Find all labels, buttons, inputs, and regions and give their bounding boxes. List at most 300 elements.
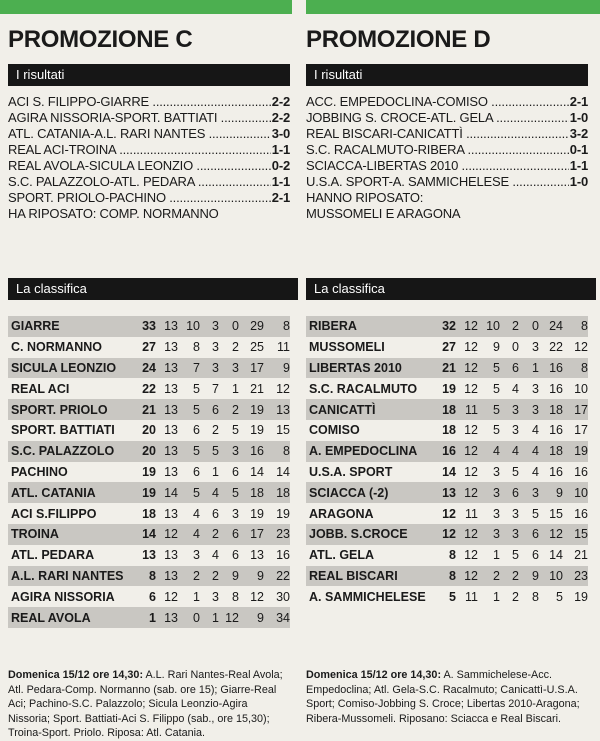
stat-cell: 12 [219, 607, 239, 628]
result-match: AGIRA NISSORIA-SPORT. BATTIATI ..... [8, 110, 271, 126]
points: 16 [430, 441, 456, 462]
points: 32 [430, 316, 456, 337]
stat-cell: 0 [178, 607, 200, 628]
team-name: S.C. PALAZZOLO [8, 441, 130, 462]
stat-cell: 1 [519, 358, 539, 379]
rest-note: MUSSOMELI E ARAGONA [306, 206, 461, 221]
stat-cell: 16 [549, 423, 563, 438]
stat-cell: 2 [478, 566, 500, 587]
stat-cell: 3 [519, 482, 539, 503]
points: 8 [130, 566, 156, 587]
stat-cell: 22 [264, 566, 290, 587]
points: 21 [430, 358, 456, 379]
stat-cell: 6 [193, 464, 200, 479]
team-name: SPORT. PRIOLO [8, 399, 130, 420]
stat-cell: 14 [549, 548, 563, 563]
stat-cell: 16 [574, 506, 588, 521]
result-score: 1-0 [569, 174, 588, 189]
stat-cell: 0 [519, 316, 539, 337]
points: 1 [130, 607, 156, 628]
result-match: JOBBING S. CROCE-ATL. GELA ..... [306, 110, 569, 126]
stat-cell: 3 [493, 506, 500, 521]
points: 22 [142, 381, 156, 396]
standings-header: La classifica [306, 278, 596, 300]
stat-cell: 3 [512, 423, 519, 438]
team-name: ATL. GELA [309, 548, 375, 563]
stat-cell: 5 [193, 381, 200, 396]
stat-cell: 18 [239, 482, 264, 503]
stat-cell: 13 [264, 399, 290, 420]
stat-cell: 3 [200, 358, 219, 379]
standings-table [306, 316, 588, 607]
points: 14 [130, 524, 156, 545]
stat-cell: 2 [232, 340, 239, 355]
stat-cell: 9 [264, 358, 290, 379]
result-row [306, 110, 588, 126]
points: 27 [442, 340, 456, 355]
standings-row [8, 482, 290, 503]
standings-row [8, 378, 290, 399]
stat-cell: 3 [519, 399, 539, 420]
standings-row [306, 316, 588, 337]
stat-cell: 9 [219, 566, 239, 587]
stat-cell: 12 [464, 464, 478, 479]
stat-cell: 15 [276, 423, 290, 438]
result-score: 0-2 [271, 158, 290, 173]
team-name: CANICATTÌ [306, 399, 430, 420]
stat-cell: 13 [156, 358, 178, 379]
standings-row [8, 316, 290, 337]
team-name: SICULA LEONZIO [8, 358, 130, 379]
next-round-fixtures: A. Sammichelese-Acc. Empedoclina; Atl. Gela-S.C. Racalmuto; Canicattì-U.S.A. Sport; Comiso-Jobbing S. Croce; Libertas 2010-Aragona; Ribera-Mussomeli. Riposano: Sciacca e Real Biscari. [306, 669, 580, 725]
stat-cell: 3 [512, 506, 519, 521]
stat-cell: 10 [478, 316, 500, 337]
stat-cell: 21 [574, 548, 588, 563]
stat-cell: 8 [264, 316, 290, 337]
stat-cell: 6 [532, 548, 539, 563]
standings-row [8, 545, 290, 566]
stat-cell: 15 [549, 506, 563, 521]
stat-cell: 16 [574, 464, 588, 479]
stat-cell: 3 [532, 381, 539, 396]
stat-cell: 11 [465, 589, 478, 604]
stat-cell: 4 [519, 441, 539, 462]
stat-cell: 12 [456, 524, 478, 545]
stat-cell: 17 [574, 423, 588, 438]
stat-cell: 6 [219, 524, 239, 545]
stat-cell: 8 [532, 589, 539, 604]
stat-cell: 3 [532, 340, 539, 355]
stat-cell: 3 [219, 358, 239, 379]
stat-cell: 1 [200, 607, 219, 628]
standings-row [8, 607, 290, 628]
stat-cell: 13 [156, 316, 178, 337]
stat-cell: 12 [456, 482, 478, 503]
points: 20 [142, 423, 156, 438]
stat-cell: 13 [164, 423, 178, 438]
team-name: ATL. PEDARA [11, 548, 95, 563]
stat-cell: 3 [212, 589, 219, 604]
stat-cell: 6 [200, 399, 219, 420]
stat-cell: 5 [493, 381, 500, 396]
stat-cell: 11 [456, 399, 478, 420]
stat-cell: 3 [478, 482, 500, 503]
result-row [8, 94, 290, 110]
stat-cell: 5 [556, 589, 563, 604]
stat-cell: 6 [212, 506, 219, 521]
standings-row [8, 462, 290, 483]
stat-cell: 24 [539, 316, 563, 337]
stat-cell: 6 [232, 548, 239, 563]
stat-cell: 13 [156, 607, 178, 628]
stat-cell: 23 [264, 524, 290, 545]
stat-cell: 5 [493, 423, 500, 438]
stat-cell: 10 [539, 566, 563, 587]
stat-cell: 23 [563, 566, 588, 587]
stat-cell: 12 [276, 381, 290, 396]
stat-cell: 14 [156, 482, 178, 503]
stat-cell: 2 [500, 566, 519, 587]
points: 27 [142, 340, 156, 355]
team-name: RIBERA [306, 316, 430, 337]
team-name: LIBERTAS 2010 [306, 358, 430, 379]
stat-cell: 12 [464, 381, 478, 396]
stat-cell: 1 [493, 589, 500, 604]
stat-cell: 5 [178, 482, 200, 503]
stat-cell: 21 [250, 381, 264, 396]
stat-cell: 2 [219, 399, 239, 420]
result-match: SPORT. PRIOLO-PACHINO ..... [8, 190, 271, 206]
standings-row [306, 545, 588, 566]
stat-cell: 16 [239, 441, 264, 462]
points: 5 [449, 589, 456, 604]
stat-cell: 5 [178, 399, 200, 420]
result-row [306, 142, 588, 158]
stat-cell: 9 [519, 566, 539, 587]
standings-row [306, 524, 588, 545]
results-list [306, 94, 588, 190]
points: 6 [149, 589, 156, 604]
standings-row [8, 358, 290, 379]
stat-cell: 2 [200, 524, 219, 545]
stat-cell: 30 [276, 589, 290, 604]
stat-cell: 3 [478, 524, 500, 545]
stat-cell: 9 [493, 340, 500, 355]
points: 24 [130, 358, 156, 379]
stat-cell: 5 [512, 464, 519, 479]
stat-cell: 9 [239, 566, 264, 587]
next-round-fixtures: A.L. Rari Nantes-Real Avola; Atl. Pedara-Comp. Normanno (sab. ore 15); Giarre-Real Aci; Pachino-S.C. Palazzolo; Sicula Leonzio-Agira Nissoria; Sport. Battiati-Aci S. Filippo (sab., ore 15,30); Troina-Sport. Priolo. Riposa: Atl. Catania. [8, 669, 283, 739]
stat-cell: 12 [456, 441, 478, 462]
stat-cell: 3 [219, 441, 239, 462]
stat-cell: 4 [512, 381, 519, 396]
points: 18 [442, 423, 456, 438]
stat-cell: 7 [178, 358, 200, 379]
points: 19 [442, 381, 456, 396]
points: 12 [430, 524, 456, 545]
stat-cell: 3 [500, 524, 519, 545]
stat-cell: 1 [212, 464, 219, 479]
stat-cell: 19 [250, 423, 264, 438]
rest-note: HA RIPOSATO: COMP. NORMANNO [8, 206, 219, 221]
stat-cell: 17 [239, 524, 264, 545]
team-name: A.L. RARI NANTES [8, 566, 130, 587]
stat-cell: 5 [512, 548, 519, 563]
stat-cell: 1 [493, 548, 500, 563]
stat-cell: 18 [539, 399, 563, 420]
next-round-note [306, 668, 588, 726]
stat-cell: 1 [193, 589, 200, 604]
result-match: ACC. EMPEDOCLINA-COMISO ..... [306, 94, 569, 110]
stat-cell: 4 [178, 524, 200, 545]
stat-cell: 13 [250, 548, 264, 563]
points: 20 [130, 441, 156, 462]
stat-cell: 2 [212, 423, 219, 438]
points: 8 [449, 548, 456, 563]
stat-cell: 5 [232, 423, 239, 438]
result-score: 1-0 [569, 110, 588, 125]
points: 19 [142, 464, 156, 479]
points: 33 [130, 316, 156, 337]
stat-cell: 16 [539, 358, 563, 379]
next-round-date: Domenica 15/12 ore 14,30: [306, 669, 442, 681]
stat-cell: 4 [478, 441, 500, 462]
standings-row [306, 586, 588, 607]
stat-cell: 5 [532, 506, 539, 521]
stat-cell: 13 [164, 506, 178, 521]
standings-row [306, 482, 588, 503]
team-name: REAL ACI [11, 381, 70, 396]
team-name: ATL. CATANIA [8, 482, 130, 503]
standings-row [306, 358, 588, 379]
stat-cell: 9 [539, 482, 563, 503]
result-score: 2-1 [271, 190, 290, 205]
stat-cell: 11 [277, 340, 290, 355]
standings-row [8, 420, 290, 441]
stat-cell: 4 [532, 423, 539, 438]
standings-row [306, 378, 588, 399]
stat-cell: 3 [212, 340, 219, 355]
stat-cell: 12 [464, 340, 478, 355]
standings-row [306, 399, 588, 420]
stat-cell: 5 [478, 358, 500, 379]
stat-cell: 13 [156, 566, 178, 587]
standings-row [306, 337, 588, 358]
promozione-c-column [8, 26, 290, 739]
stat-cell: 4 [193, 506, 200, 521]
standings-row [8, 337, 290, 358]
next-round-note [8, 668, 290, 741]
stat-cell: 12 [164, 589, 178, 604]
stat-cell: 2 [178, 566, 200, 587]
stat-cell: 17 [239, 358, 264, 379]
stat-cell: 0 [512, 340, 519, 355]
result-match: REAL AVOLA-SICULA LEONZIO ..... [8, 158, 271, 174]
result-row [8, 190, 290, 206]
stat-cell: 8 [563, 316, 588, 337]
results-header: I risultati [306, 64, 588, 86]
result-row [8, 174, 290, 190]
stat-cell: 15 [563, 524, 588, 545]
stat-cell: 2 [500, 316, 519, 337]
standings-row [8, 441, 290, 462]
stat-cell: 16 [549, 464, 563, 479]
standings-table [8, 316, 290, 628]
result-match: S.C. PALAZZOLO-ATL. PEDARA ..... [8, 174, 271, 190]
rest-note: HANNO RIPOSATO: [306, 190, 424, 205]
team-name: S.C. RACALMUTO [309, 381, 418, 396]
stat-cell: 9 [239, 607, 264, 628]
stat-cell: 29 [239, 316, 264, 337]
stat-cell: 6 [193, 423, 200, 438]
result-row [306, 126, 588, 142]
result-row [306, 158, 588, 174]
result-score: 2-2 [271, 94, 290, 109]
result-row [8, 110, 290, 126]
section-title: PROMOZIONE D [306, 26, 491, 53]
stat-cell: 12 [464, 423, 478, 438]
stat-cell: 6 [232, 464, 239, 479]
stat-cell: 14 [250, 464, 264, 479]
stat-cell: 8 [563, 358, 588, 379]
points: 8 [430, 566, 456, 587]
standings-row [306, 441, 588, 462]
stat-cell: 7 [212, 381, 219, 396]
team-name: TROINA [8, 524, 130, 545]
result-score: 3-2 [569, 126, 588, 141]
stat-cell: 6 [519, 524, 539, 545]
result-match: ACI S. FILIPPO-GIARRE ..... [8, 94, 271, 110]
stat-cell: 8 [264, 441, 290, 462]
result-score: 1-1 [271, 174, 290, 189]
team-name: PACHINO [11, 464, 68, 479]
stat-cell: 8 [232, 589, 239, 604]
stat-cell: 10 [574, 381, 588, 396]
result-match: S.C. RACALMUTO-RIBERA ..... [306, 142, 569, 158]
team-name: ARAGONA [309, 506, 374, 521]
stat-cell: 11 [465, 506, 478, 521]
standings-row [306, 566, 588, 587]
team-name: COMISO [309, 423, 360, 438]
stat-cell: 1 [232, 381, 239, 396]
stat-cell: 12 [456, 566, 478, 587]
stat-cell: 3 [500, 399, 519, 420]
stat-cell: 2 [512, 589, 519, 604]
stat-cell: 16 [276, 548, 290, 563]
standings-row [8, 586, 290, 607]
stat-cell: 18 [264, 482, 290, 503]
stat-cell: 5 [219, 482, 239, 503]
stat-cell: 19 [276, 506, 290, 521]
result-row [8, 126, 290, 142]
team-name: REAL BISCARI [306, 566, 430, 587]
stat-cell: 13 [156, 441, 178, 462]
points: 19 [130, 482, 156, 503]
result-score: 1-1 [569, 158, 588, 173]
promozione-d-column [306, 26, 588, 725]
team-name: JOBB. S.CROCE [306, 524, 430, 545]
result-row [8, 142, 290, 158]
standings-row [8, 524, 290, 545]
stat-cell: 16 [549, 381, 563, 396]
stat-cell: 4 [532, 464, 539, 479]
result-score: 0-1 [569, 142, 588, 157]
stat-cell: 4 [200, 482, 219, 503]
team-name: SCIACCA (-2) [306, 482, 430, 503]
team-name: REAL AVOLA [8, 607, 130, 628]
stat-cell: 14 [276, 464, 290, 479]
team-name: A. SAMMICHELESE [309, 589, 426, 604]
stat-cell: 3 [493, 464, 500, 479]
result-score: 2-1 [569, 94, 588, 109]
stat-cell: 12 [456, 316, 478, 337]
team-name: AGIRA NISSORIA [11, 589, 115, 604]
stat-cell: 12 [456, 358, 478, 379]
top-green-bar-left [0, 0, 292, 14]
stat-cell: 17 [563, 399, 588, 420]
stat-cell: 8 [193, 340, 200, 355]
stat-cell: 19 [563, 441, 588, 462]
stat-cell: 13 [164, 548, 178, 563]
team-name: ACI S.FILIPPO [11, 506, 97, 521]
stat-cell: 6 [500, 482, 519, 503]
results-list [8, 94, 290, 206]
stat-cell: 12 [250, 589, 264, 604]
team-name: GIARRE [8, 316, 130, 337]
stat-cell: 13 [164, 381, 178, 396]
rest-notes [306, 190, 588, 222]
stat-cell: 5 [200, 441, 219, 462]
stat-cell: 10 [178, 316, 200, 337]
stat-cell: 5 [178, 441, 200, 462]
team-name: A. EMPEDOCLINA [306, 441, 430, 462]
points: 18 [142, 506, 156, 521]
stat-cell: 5 [478, 399, 500, 420]
result-score: 2-2 [271, 110, 290, 125]
standings-row [8, 566, 290, 587]
stat-cell: 22 [549, 340, 563, 355]
standings-row [306, 462, 588, 483]
team-name: C. NORMANNO [11, 340, 102, 355]
stat-cell: 19 [239, 399, 264, 420]
standings-header: La classifica [8, 278, 298, 300]
stat-cell: 0 [219, 316, 239, 337]
result-row [306, 174, 588, 190]
result-match: U.S.A. SPORT-A. SAMMICHELESE ..... [306, 174, 569, 190]
stat-cell: 3 [200, 316, 219, 337]
stat-cell: 18 [539, 441, 563, 462]
results-header: I risultati [8, 64, 290, 86]
points: 18 [430, 399, 456, 420]
result-row [306, 94, 588, 110]
points: 13 [430, 482, 456, 503]
stat-cell: 19 [574, 589, 588, 604]
stat-cell: 4 [500, 441, 519, 462]
result-match: ATL. CATANIA-A.L. RARI NANTES ..... [8, 126, 271, 142]
stat-cell: 34 [264, 607, 290, 628]
stat-cell: 3 [193, 548, 200, 563]
section-title: PROMOZIONE C [8, 26, 193, 53]
stat-cell: 12 [156, 524, 178, 545]
points: 14 [442, 464, 456, 479]
team-name: U.S.A. SPORT [309, 464, 393, 479]
result-match: REAL BISCARI-CANICATTÌ ..... [306, 126, 569, 142]
points: 12 [442, 506, 456, 521]
stat-cell: 13 [164, 464, 178, 479]
team-name: MUSSOMELI [309, 340, 385, 355]
points: 13 [142, 548, 156, 563]
points: 21 [130, 399, 156, 420]
